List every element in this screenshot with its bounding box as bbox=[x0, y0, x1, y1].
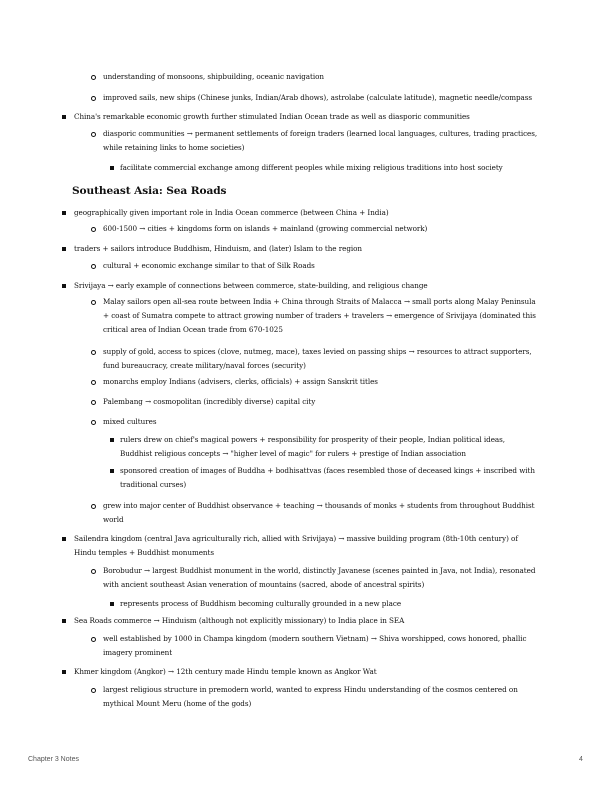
text-line: Buddhist religious concepts → "higher level of magic" for rulers + prestige of Indian association bbox=[120, 449, 466, 458]
bullet-circle bbox=[91, 637, 96, 642]
text-line: geographically given important role in India Ocean commerce (between China + India) bbox=[74, 208, 389, 217]
bullet-circle bbox=[91, 420, 96, 425]
bullet-circle bbox=[91, 688, 96, 693]
bullet-circle bbox=[91, 350, 96, 355]
text-line: represents process of Buddhism becoming culturally grounded in a new place bbox=[120, 599, 402, 608]
bullet-square bbox=[62, 115, 66, 119]
text-line: Khmer kingdom (Angkor) → 12th century made Hindu temple known as Angkor Wat bbox=[74, 667, 377, 676]
bullet-circle bbox=[91, 227, 96, 232]
text-line: monarchs employ Indians (advisers, clerks, officials) + assign Sanskrit titles bbox=[103, 377, 378, 386]
bullet-circle bbox=[91, 75, 96, 80]
text-line: diasporic communities → permanent settlements of foreign traders (learned local languages, cultures, trading practices, bbox=[103, 129, 538, 138]
bullet-square bbox=[62, 211, 66, 215]
bullet-square bbox=[110, 438, 114, 442]
text-line: fund bureaucracy, create military/naval forces (security) bbox=[103, 361, 306, 370]
text-line: while retaining links to home societies) bbox=[103, 143, 245, 152]
text-line: imagery prominent bbox=[103, 648, 173, 657]
text-line: Srivijaya → early example of connections between commerce, state-building, and religious change bbox=[74, 281, 428, 290]
text-line: + coast of Sumatra compete to attract growing number of traders + travelers → emergence of Srivijaya (dominated this bbox=[103, 311, 536, 320]
bullet-square bbox=[62, 247, 66, 251]
bullet-circle bbox=[91, 300, 96, 305]
text-line: facilitate commercial exchange among different peoples while mixing religious traditions into host society bbox=[120, 163, 503, 172]
text-line: cultural + economic exchange similar to that of Silk Roads bbox=[103, 261, 315, 270]
text-line: Hindu temples + Buddhist monuments bbox=[74, 548, 214, 557]
section-heading: Southeast Asia: Sea Roads bbox=[72, 185, 227, 197]
bullet-square bbox=[62, 537, 66, 541]
bullet-circle bbox=[91, 96, 96, 101]
text-line: understanding of monsoons, shipbuilding, oceanic navigation bbox=[103, 72, 324, 81]
text-line: critical area of Indian Ocean trade from 670-1025 bbox=[103, 325, 283, 334]
bullet-square bbox=[62, 619, 66, 623]
page-number: 4 bbox=[579, 756, 583, 763]
text-line: Sailendra kingdom (central Java agriculturally rich, allied with Srivijaya) → massive building program (8th-10th century) of bbox=[74, 534, 518, 543]
text-line: Palembang → cosmopolitan (incredibly diverse) capital city bbox=[103, 397, 316, 406]
text-line: grew into major center of Buddhist observance + teaching → thousands of monks + students from throughout Buddhist bbox=[103, 501, 535, 510]
text-line: traditional curses) bbox=[120, 480, 187, 489]
bullet-square bbox=[62, 670, 66, 674]
text-line: world bbox=[103, 515, 124, 524]
text-line: well established by 1000 in Champa kingdom (modern southern Vietnam) → Shiva worshipped, cows honored, phallic bbox=[103, 634, 527, 643]
bullet-square bbox=[110, 469, 114, 473]
text-line: mixed cultures bbox=[103, 417, 157, 426]
bullet-square bbox=[62, 284, 66, 288]
text-line: traders + sailors introduce Buddhism, Hinduism, and (later) Islam to the region bbox=[74, 244, 362, 253]
text-line: sponsored creation of images of Buddha + bodhisattvas (faces resembled those of deceased kings + inscribed with bbox=[120, 466, 535, 475]
text-line: Sea Roads commerce → Hinduism (although not explicitly missionary) to India place in SEA bbox=[74, 616, 405, 625]
text-line: Malay sailors open all-sea route between India + China through Straits of Malacca → small ports along Malay Peninsula bbox=[103, 297, 536, 306]
text-line: largest religious structure in premodern world, wanted to express Hindu understanding of the cosmos centered on bbox=[103, 685, 518, 694]
bullet-circle bbox=[91, 400, 96, 405]
text-line: 600-1500 → cities + kingdoms form on islands + mainland (growing commercial network) bbox=[103, 224, 428, 233]
bullet-circle bbox=[91, 380, 96, 385]
text-line: supply of gold, access to spices (clove, nutmeg, mace), taxes levied on passing ships → resources to attract supporters, bbox=[103, 347, 532, 356]
text-line: Borobudur → largest Buddhist monument in the world, distinctly Javanese (scenes painted in Java, not India), resonated bbox=[103, 566, 536, 575]
bullet-square bbox=[110, 166, 114, 170]
bullet-circle bbox=[91, 264, 96, 269]
text-line: improved sails, new ships (Chinese junks, Indian/Arab dhows), astrolabe (calculate latitude), magnetic needle/compass bbox=[103, 93, 533, 102]
text-line: rulers drew on chief's magical powers + responsibility for prosperity of their people, Indian political ideas, bbox=[120, 435, 506, 444]
bullet-square bbox=[110, 602, 114, 606]
bullet-circle bbox=[91, 504, 96, 509]
text-line: China's remarkable economic growth further stimulated Indian Ocean trade as well as diasporic communities bbox=[74, 112, 470, 121]
text-line: with ancient southeast Asian veneration of mountains (sacred, abode of ancestral spirits) bbox=[103, 580, 425, 589]
bullet-circle bbox=[91, 132, 96, 137]
bullet-circle bbox=[91, 569, 96, 574]
text-line: mythical Mount Meru (home of the gods) bbox=[103, 699, 252, 708]
footer-title: Chapter 3 Notes bbox=[28, 756, 79, 763]
